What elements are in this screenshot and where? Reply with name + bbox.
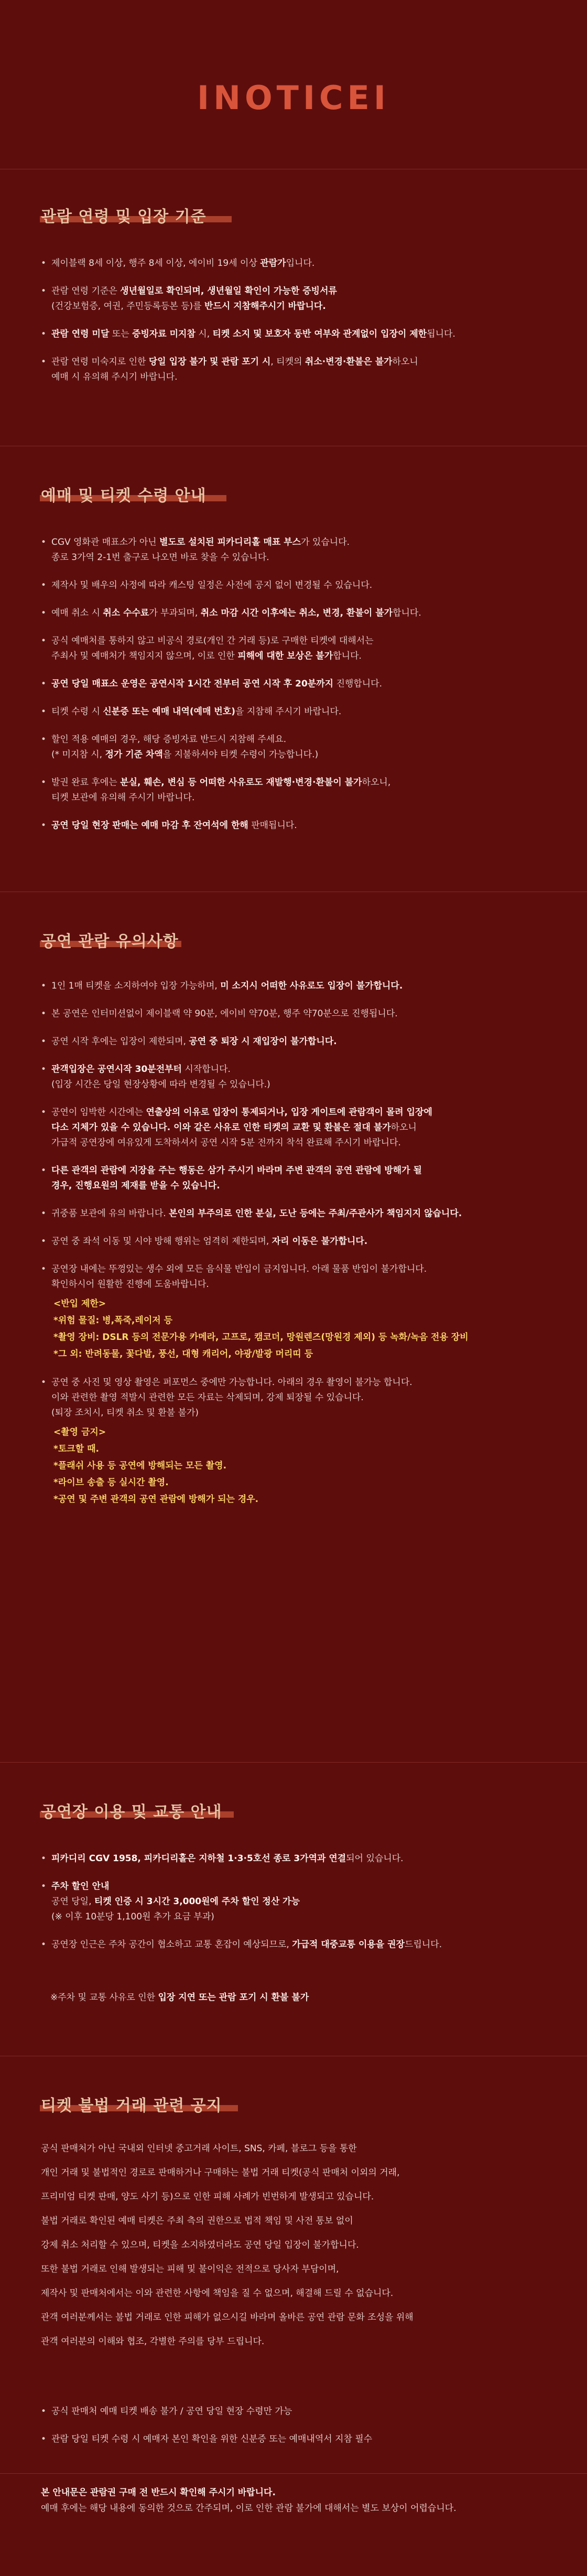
list-item: • 다른 관객의 관람에 지장을 주는 행동은 삼가 주시기 바라며 주변 관객의 공연 관람에 방해가 될 경우, 진행요원의 제재를 받을 수 있습니다. (41, 1163, 544, 1194)
list-item: • 공식 판매처 예매 티켓 배송 불가 / 공연 당일 현장 수령만 가능 (41, 2404, 544, 2419)
list-item: • 1인 1매 티켓을 소지하여야 입장 가능하며, 미 소지시 어떠한 사유로도 입장이 불가합니다. (41, 979, 544, 994)
list-item: • 공연이 임박한 시간에는 연출상의 이유로 입장이 통제되거나, 입장 게이트에 관람객이 몰려 입장에 다소 지체가 있을 수 있습니다. 이와 같은 사유로 인한 티켓의 교환 및 환불은 절대 불가하오니 가급적 공연장에 여유있게 도착하셔서 공연 시작 5분 전까지 착석 완료해 주시기 바랍니다. (41, 1105, 544, 1151)
banned-heading: <반입 제한> (53, 1298, 106, 1309)
list-item: • 공연 당일 현장 판매는 예매 마감 후 잔여석에 한해 판매됩니다. (41, 818, 544, 833)
text-line: 프리미엄 티켓 판매, 양도 사기 등)으로 인한 피해 사례가 빈번하게 발생되고 있습니다. (41, 2192, 374, 2202)
list-item: • 피카디리 CGV 1958, 피카디리홀은 지하철 1·3·5호선 종로 3가역과 연결되어 있습니다. (41, 1851, 544, 1866)
filming-heading: <촬영 금지> (53, 1427, 106, 1437)
section-title: 티켓 불법 거래 관련 공지 (41, 2097, 222, 2115)
list-item: • 공연장 내에는 뚜껑있는 생수 외에 모든 음식물 반입이 금지입니다. 아래 물품 반입이 불가합니다. 확인하시어 원활한 진행에 도움바랍니다. <반입 제한> *위험 물질: 병,폭죽,레이저 등 *촬영 장비: DSLR 등의 전문가용 카메라, 고프로, 캠코더, 망원렌즈(망원경 제외) 등 녹화/녹음 전용 장비 *그 외: 반려동물, 꽃다발, 풍선, 대형 캐리어, 야광/발광 머리띠 등 (41, 1262, 544, 1362)
section-title: 관람 연령 및 입장 기준 (41, 208, 206, 226)
footer-line: 예매 후에는 해당 내용에 동의한 것으로 간주되며, 이로 인한 관람 불가에 대해서는 별도 보상이 어렵습니다. (41, 2503, 456, 2514)
banned-item: *위험 물질: 병,폭죽,레이저 등 (53, 1315, 173, 1326)
section-title: 예매 및 티켓 수령 안내 (41, 487, 206, 505)
illegal-trade-text (41, 2137, 544, 2354)
list-item: • 본 공연은 인터미션없이 제이블랙 약 90분, 에이비 약70분, 행주 약70분으로 진행됩니다. (41, 1006, 544, 1022)
parking-note: ※주차 및 교통 사유로 인한 입장 지연 또는 관람 포기 시 환불 불가 (50, 1992, 309, 2003)
list-item: • 할인 적용 예매의 경우, 해당 증빙자료 반드시 지참해 주세요. (* 미지참 시, 정가 기준 차액을 지불하셔야 티켓 수령이 가능합니다.) (41, 732, 544, 763)
list-item: • 공연 당일 매표소 운영은 공연시작 1시간 전부터 공연 시작 후 20분까지 진행합니다. (41, 677, 544, 692)
list-item: • 예매 취소 시 취소 수수료가 부과되며, 취소 마감 시간 이후에는 취소, 변경, 환불이 불가합니다. (41, 606, 544, 621)
list-item: • 공연 시작 후에는 입장이 제한되며, 공연 중 퇴장 시 재입장이 불가합니다. (41, 1034, 544, 1049)
filming-item: *라이브 송출 등 실시간 촬영. (53, 1477, 169, 1488)
notice-logo: INOTICEI (197, 79, 390, 117)
viewing-list (41, 979, 544, 1520)
text-line: 불법 거래로 확인된 예매 티켓은 주최 측의 권한으로 법적 책임 및 사전 통보 없이 (41, 2216, 353, 2226)
text-line: 개인 거래 및 불법적인 경로로 판매하거나 구매하는 불법 거래 티켓(공식 판매처 이외의 거래, (41, 2167, 400, 2178)
list-item: • 귀중품 보관에 유의 바랍니다. 본인의 부주의로 인한 분실, 도난 등에는 주최/주관사가 책임지지 않습니다. (41, 1206, 544, 1221)
divider (0, 2473, 587, 2474)
divider (0, 1762, 587, 1763)
section-title: 공연장 이용 및 교통 안내 (41, 1803, 222, 1821)
list-item: • 관람 연령 미달 또는 증빙자료 미지참 시, 티켓 소지 및 보호자 동반 여부와 관계없이 입장이 제한됩니다. (41, 327, 544, 342)
list-item: • 관람 당일 티켓 수령 시 예매자 본인 확인을 위한 신분증 또는 예매내역서 지참 필수 (41, 2432, 544, 2447)
banned-item: *촬영 장비: DSLR 등의 전문가용 카메라, 고프로, 캠코더, 망원렌즈(망원경 제외) 등 녹화/녹음 전용 장비 (53, 1332, 469, 1343)
list-item: • 공연 중 좌석 이동 및 시야 방해 행위는 엄격히 제한되며, 자리 이동은 불가합니다. (41, 1234, 544, 1249)
transport-list (41, 1851, 544, 1965)
text-line: 강제 취소 처리할 수 있으며, 티켓을 소지하였더라도 공연 당일 입장이 불가합니다. (41, 2240, 359, 2250)
list-item: • 제작사 및 배우의 사정에 따라 캐스팅 일정은 사전에 공지 없이 변경될 수 있습니다. (41, 578, 544, 593)
footer-line: 본 안내문은 관람권 구매 전 반드시 확인해 주시기 바랍니다. (41, 2487, 276, 2498)
filming-item: *공연 및 주변 관객의 공연 관람에 방해가 되는 경우. (53, 1494, 259, 1505)
list-item: • 발권 완료 후에는 분실, 훼손, 변심 등 어떠한 사유로도 재발행·변경·환불이 불가하오니, 티켓 보관에 유의해 주시기 바랍니다. (41, 775, 544, 806)
text-line: 관객 여러분의 이해와 협조, 각별한 주의를 당부 드립니다. (41, 2336, 265, 2347)
list-item: • CGV 영화관 매표소가 아닌 별도로 설치된 피카디리홀 매표 부스가 있습니다. 종로 3가역 2-1번 출구로 나오면 바로 찾을 수 있습니다. (41, 535, 544, 565)
list-item: • 관객입장은 공연시작 30분전부터 시작합니다. (입장 시간은 당일 현장상황에 따라 변경될 수 있습니다.) (41, 1062, 544, 1092)
banned-item: *그 외: 반려동물, 꽃다발, 풍선, 대형 캐리어, 야광/발광 머리띠 등 (53, 1349, 313, 1359)
list-item: • 공연장 인근은 주차 공간이 협소하고 교통 혼잡이 예상되므로, 가급적 대중교통 이용을 권장드립니다. (41, 1937, 544, 1952)
list-item: • 공연 중 사진 및 영상 촬영은 퍼포먼스 중에만 가능합니다. 아래의 경우 촬영이 불가능 합니다. 이와 관련한 촬영 적발시 관련한 모든 자료는 삭제되며, 강제 퇴장될 수 있습니다. (퇴장 조치시, 티켓 취소 및 환불 불가) <촬영 금지> *토크할 때. *플래쉬 사용 등 공연에 방해되는 모든 촬영. *라이브 송출 등 실시간 촬영. *공연 및 주변 관객의 공연 관람에 방해가 되는 경우. (41, 1375, 544, 1508)
list-item: • 제이블랙 8세 이상, 행주 8세 이상, 에이비 19세 이상 관람가입니다. (41, 256, 544, 271)
text-line: 또한 불법 거래로 인해 발생되는 피해 및 불이익은 전적으로 당사자 부담이며, (41, 2264, 339, 2274)
filming-item: *토크할 때. (53, 1444, 99, 1454)
list-item: • 공식 예매처를 통하지 않고 비공식 경로(개인 간 거래 등)로 구매한 티켓에 대해서는 주최사 및 예매처가 책임지지 않으며, 이로 인한 피해에 대한 보상은 불가합니다. (41, 634, 544, 664)
list-item: • 관람 연령 기준은 생년월일로 확인되며, 생년월일 확인이 가능한 증빙서류 (건강보험증, 여권, 주민등록등본 등)를 반드시 지참해주시기 바랍니다. (41, 284, 544, 314)
list-item: • 티켓 수령 시 신분증 또는 예매 내역(예매 번호)을 지참해 주시기 바랍니다. (41, 704, 544, 720)
list-item: • 관람 연령 미숙지로 인한 당일 입장 불가 및 관람 포기 시, 티켓의 취소·변경·환불은 불가하오니 예매 시 유의해 주시기 바랍니다. (41, 355, 544, 385)
text-line: 제작사 및 판매처에서는 이와 관련한 사항에 책임을 질 수 없으며, 해결해 드릴 수 없습니다. (41, 2288, 394, 2299)
text-line: 공식 판매처가 아닌 국내외 인터넷 중고거래 사이트, SNS, 카페, 블로그 등을 통한 (41, 2143, 357, 2154)
ticketing-list (41, 535, 544, 846)
illegal-trade-list (41, 2404, 544, 2460)
section-title: 공연 관람 유의사항 (41, 932, 179, 951)
filming-item: *플래쉬 사용 등 공연에 방해되는 모든 촬영. (53, 1461, 227, 1471)
footer-notice (41, 2485, 555, 2516)
age-list (41, 256, 544, 398)
text-line: 관객 여러분께서는 불법 거래로 인한 피해가 없으시길 바라며 올바른 공연 관람 문화 조성을 위해 (41, 2312, 414, 2323)
list-item: • 주차 할인 안내 공연 당일, 티켓 인증 시 3시간 3,000원에 주차 할인 정산 가능 (※ 이후 10분당 1,100원 추가 요금 부과) (41, 1879, 544, 1925)
